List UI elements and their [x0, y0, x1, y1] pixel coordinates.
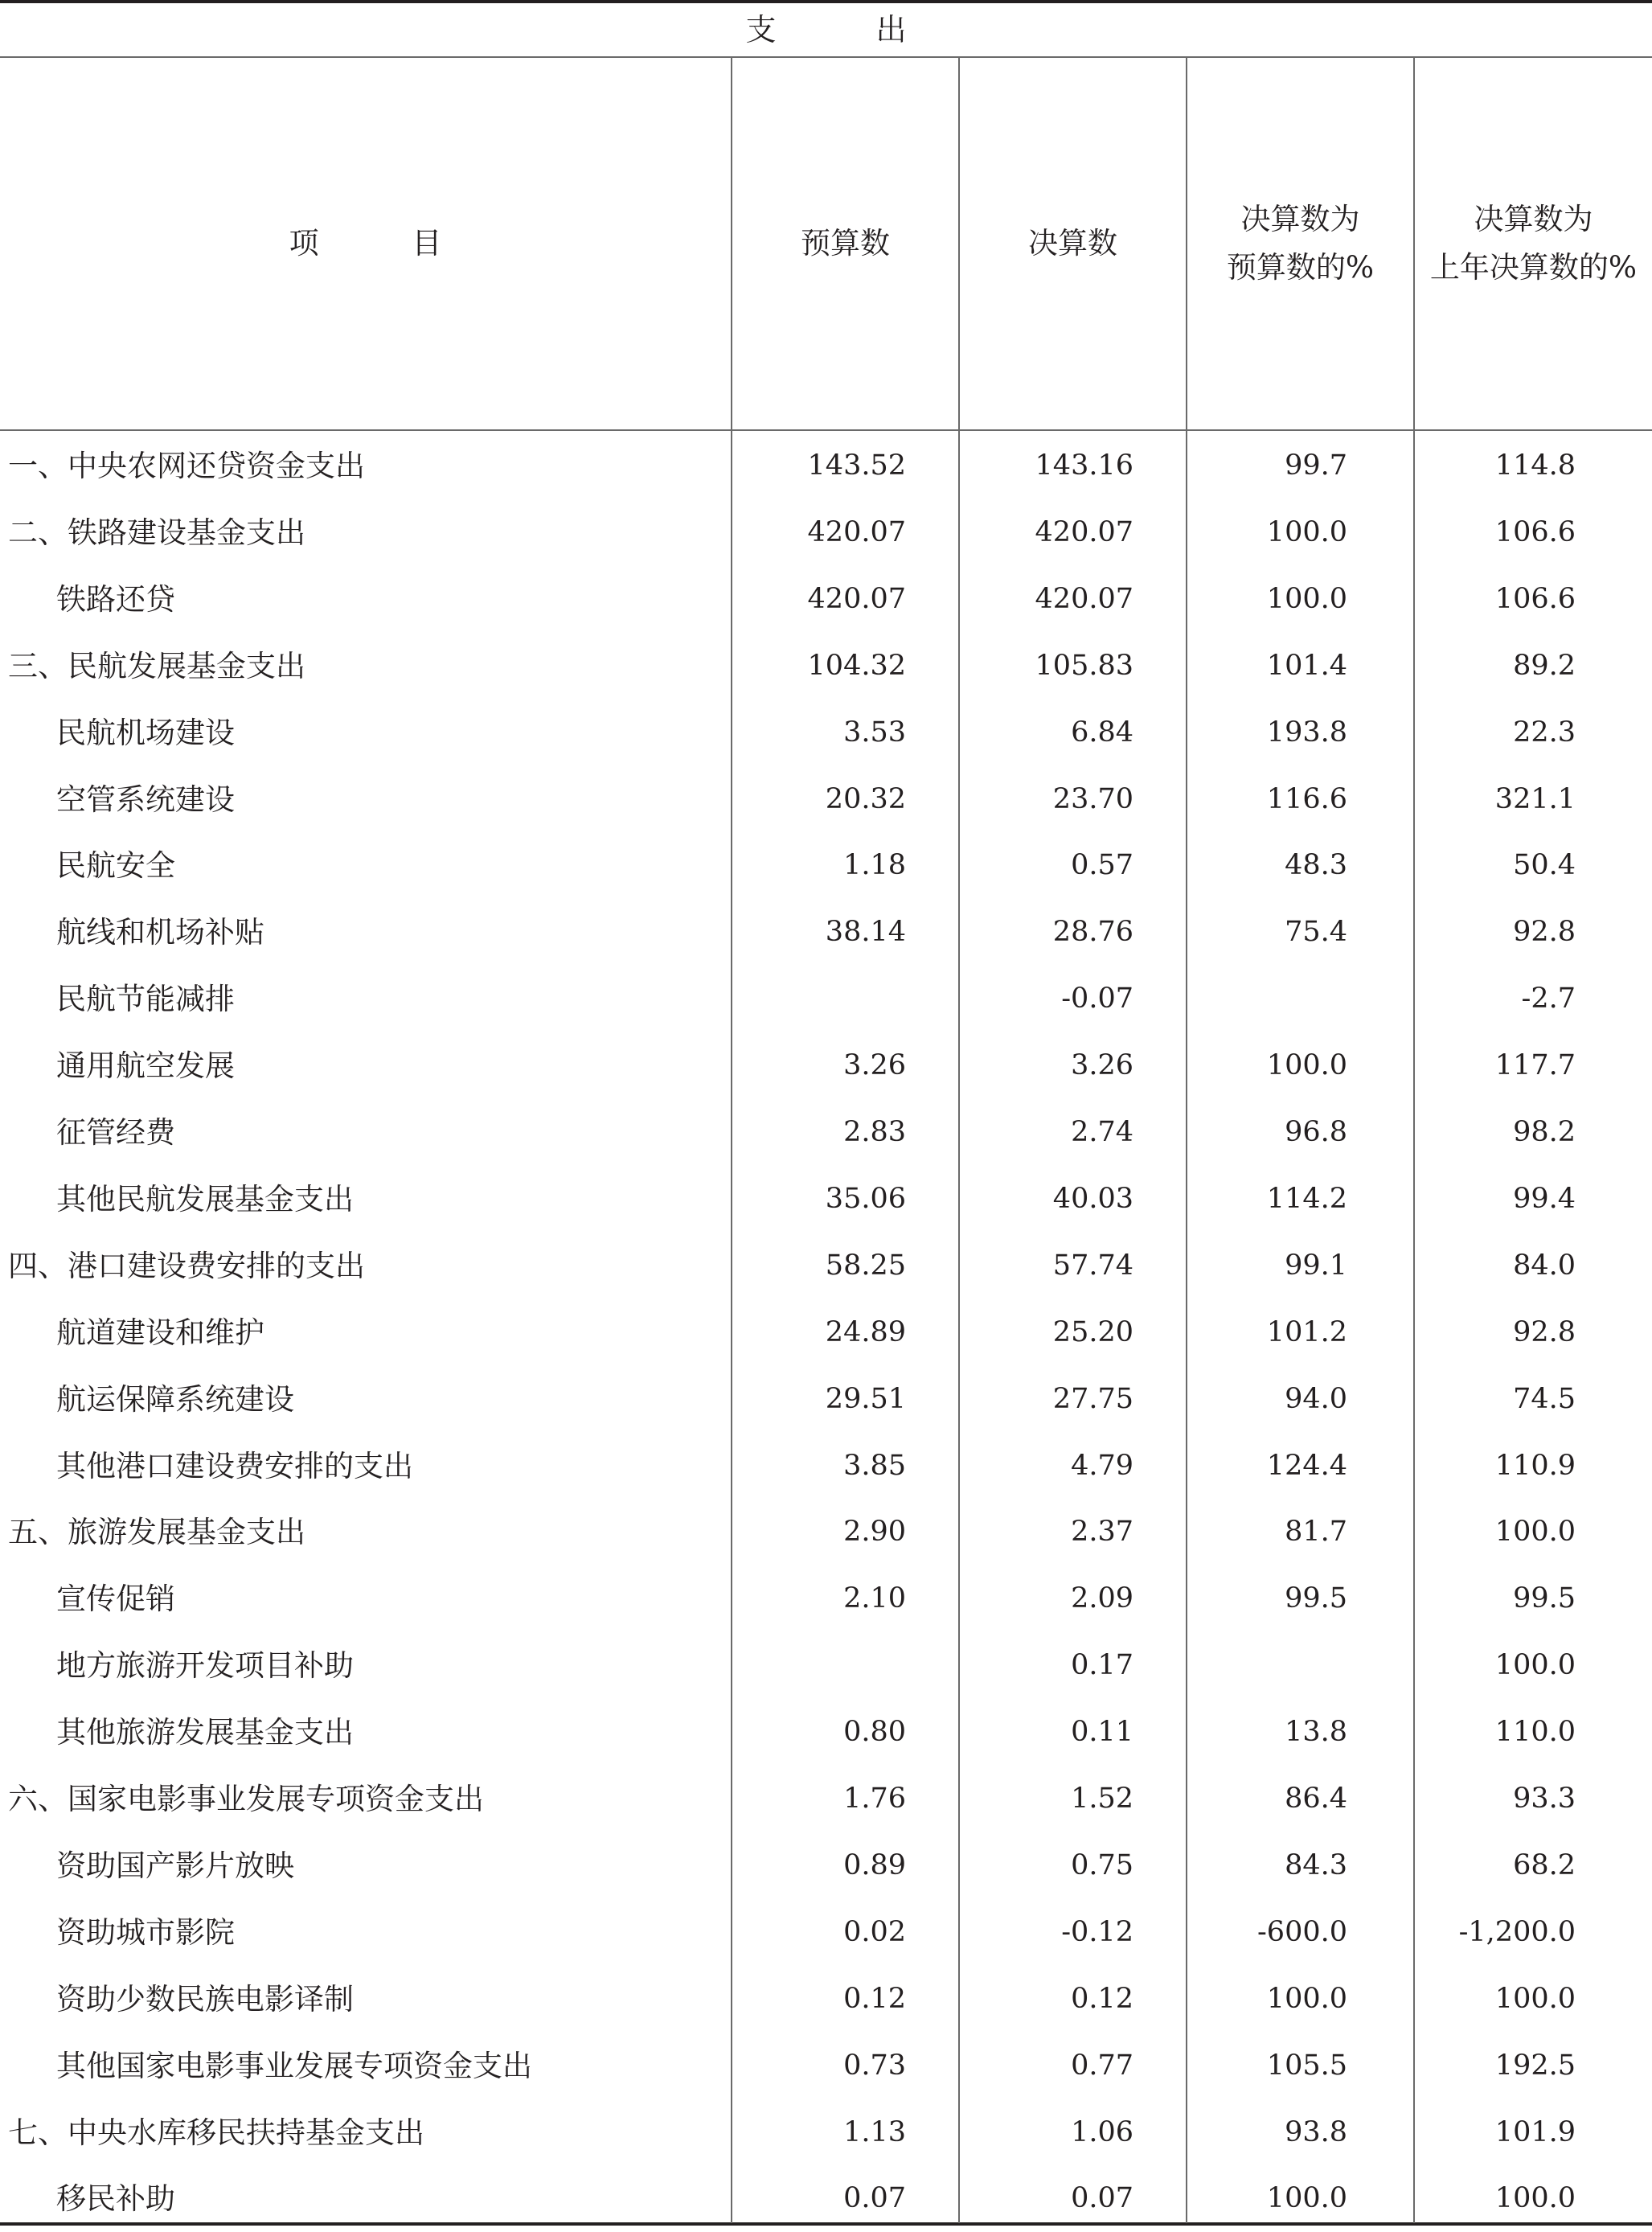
- cell-final: 0.17: [1071, 1649, 1133, 1682]
- cell-pct-prev: -1,200.0: [1458, 1915, 1576, 1948]
- cell-pct-prev: 110.0: [1494, 1716, 1576, 1749]
- row-label: 资助城市影院: [56, 1914, 235, 1950]
- cell-budget: 38.14: [825, 916, 906, 949]
- cell-budget: 0.12: [843, 1982, 906, 2015]
- cell-final: 40.03: [1052, 1182, 1133, 1215]
- cell-pct-budget: 116.6: [1266, 782, 1347, 815]
- cell-pct-budget: 124.4: [1266, 1449, 1347, 1482]
- cell-pct-budget: 96.8: [1285, 1116, 1347, 1148]
- cell-budget: 104.32: [807, 649, 906, 682]
- cell-pct-prev: 110.9: [1494, 1449, 1576, 1482]
- cell-final: 420.07: [1035, 582, 1133, 615]
- cell-final: 105.83: [1035, 649, 1133, 682]
- cell-pct-budget: 99.5: [1285, 1582, 1347, 1615]
- cell-pct-prev: 101.9: [1494, 2115, 1576, 2148]
- cell-budget: 420.07: [807, 582, 906, 615]
- table-row: [0, 1766, 1652, 1832]
- cell-final: 23.70: [1052, 782, 1133, 815]
- row-label: 航线和机场补贴: [56, 915, 264, 950]
- cell-final: 57.74: [1052, 1249, 1133, 1282]
- cell-budget: 1.76: [843, 1783, 906, 1815]
- table-row: [0, 633, 1652, 700]
- cell-pct-budget: 101.4: [1266, 649, 1347, 682]
- row-label: 六、国家电影事业发展专项资金支出: [8, 1782, 484, 1816]
- header-item: 项 目: [289, 226, 484, 261]
- row-label: 民航安全: [56, 848, 175, 884]
- table-row: [0, 1899, 1652, 1966]
- cell-pct-prev: 93.3: [1513, 1783, 1576, 1815]
- cell-pct-prev: 106.6: [1494, 515, 1576, 548]
- table-row: [0, 566, 1652, 633]
- cell-pct-prev: 98.2: [1513, 1116, 1576, 1148]
- cell-pct-prev: 106.6: [1494, 582, 1576, 615]
- cell-budget: 58.25: [825, 1249, 906, 1282]
- row-label: 其他港口建设费安排的支出: [56, 1448, 413, 1483]
- cell-pct-prev: 100.0: [1494, 1516, 1576, 1549]
- cell-pct-budget: 81.7: [1285, 1516, 1347, 1549]
- cell-final: 28.76: [1052, 916, 1133, 949]
- cell-final: 143.16: [1035, 449, 1133, 482]
- row-label: 五、旅游发展基金支出: [8, 1515, 305, 1550]
- cell-pct-prev: 100.0: [1494, 2182, 1576, 2215]
- row-label: 航运保障系统建设: [56, 1381, 294, 1417]
- cell-budget: 1.13: [843, 2115, 906, 2148]
- cell-pct-budget: 193.8: [1266, 716, 1347, 749]
- cell-pct-budget: 86.4: [1285, 1783, 1347, 1815]
- cell-pct-budget: 48.3: [1285, 849, 1347, 882]
- cell-pct-budget: 100.0: [1266, 1982, 1347, 2015]
- table-row: [0, 1032, 1652, 1099]
- header-final: 决算数: [1028, 226, 1117, 261]
- cell-budget: 24.89: [825, 1315, 906, 1348]
- cell-pct-budget: 99.7: [1285, 449, 1347, 482]
- cell-pct-prev: 99.4: [1513, 1182, 1576, 1215]
- cell-budget: 0.89: [843, 1848, 906, 1881]
- row-label: 资助少数民族电影译制: [56, 1981, 354, 2017]
- row-label: 三、民航发展基金支出: [8, 648, 305, 683]
- cell-pct-prev: 321.1: [1494, 782, 1576, 815]
- cell-pct-budget: 13.8: [1285, 1716, 1347, 1749]
- cell-budget: 35.06: [825, 1182, 906, 1215]
- cell-final: 27.75: [1052, 1382, 1133, 1415]
- cell-final: 0.11: [1071, 1716, 1133, 1749]
- row-label: 一、中央农网还贷资金支出: [8, 449, 365, 483]
- table-row: [0, 433, 1652, 499]
- cell-final: 0.12: [1071, 1982, 1133, 2015]
- row-label: 其他旅游发展基金支出: [56, 1715, 354, 1750]
- cell-budget: 2.83: [843, 1116, 906, 1148]
- cell-pct-budget: 100.0: [1266, 515, 1347, 548]
- cell-pct-prev: 84.0: [1513, 1249, 1576, 1282]
- table-row: [0, 1966, 1652, 2033]
- cell-final: 1.06: [1071, 2115, 1133, 2148]
- table-row: [0, 899, 1652, 966]
- table-row: [0, 700, 1652, 766]
- cell-pct-budget: 101.2: [1266, 1315, 1347, 1348]
- cell-budget: 1.18: [843, 849, 906, 882]
- row-label: 地方旅游开发项目补助: [56, 1648, 354, 1684]
- cell-budget: 143.52: [807, 449, 906, 482]
- cell-pct-prev: 92.8: [1513, 1315, 1576, 1348]
- cell-pct-budget: 99.1: [1285, 1249, 1347, 1282]
- cell-final: -0.07: [1061, 983, 1133, 1015]
- cell-final: 25.20: [1052, 1315, 1133, 1348]
- table-row: [0, 1099, 1652, 1166]
- cell-budget: 20.32: [825, 782, 906, 815]
- row-label: 四、港口建设费安排的支出: [8, 1248, 365, 1283]
- table-row: [0, 2099, 1652, 2166]
- cell-pct-budget: -600.0: [1256, 1915, 1347, 1948]
- cell-pct-prev: 68.2: [1513, 1848, 1576, 1881]
- cell-pct-budget: 105.5: [1266, 2049, 1347, 2082]
- cell-pct-prev: 192.5: [1494, 2049, 1576, 2082]
- row-label: 移民补助: [56, 2181, 175, 2217]
- cell-budget: 2.90: [843, 1516, 906, 1549]
- table-title: 支 出: [745, 12, 952, 47]
- cell-final: 2.37: [1071, 1516, 1133, 1549]
- row-label: 征管经费: [56, 1115, 175, 1150]
- row-label: 资助国产影片放映: [56, 1848, 294, 1883]
- row-label: 其他国家电影事业发展专项资金支出: [56, 2048, 532, 2083]
- cell-budget: 0.07: [843, 2182, 906, 2215]
- cell-pct-prev: 114.8: [1494, 449, 1576, 482]
- table-row: [0, 832, 1652, 899]
- cell-pct-budget: 93.8: [1285, 2115, 1347, 2148]
- cell-pct-prev: -2.7: [1521, 983, 1576, 1015]
- cell-final: -0.12: [1061, 1915, 1133, 1948]
- cell-final: 3.26: [1071, 1049, 1133, 1082]
- cell-final: 0.57: [1071, 849, 1133, 882]
- cell-budget: 0.73: [843, 2049, 906, 2082]
- cell-budget: 3.85: [843, 1449, 906, 1482]
- row-label: 航道建设和维护: [56, 1315, 264, 1350]
- table-row: [0, 1166, 1652, 1233]
- cell-pct-prev: 100.0: [1494, 1649, 1576, 1682]
- cell-budget: 0.02: [843, 1915, 906, 1948]
- cell-pct-budget: 100.0: [1266, 582, 1347, 615]
- table-row: [0, 499, 1652, 566]
- table-row: [0, 1699, 1652, 1766]
- cell-budget: 3.26: [843, 1049, 906, 1082]
- row-label: 宣传促销: [56, 1582, 175, 1617]
- row-label: 民航节能减排: [56, 982, 235, 1017]
- table-row: [0, 1632, 1652, 1699]
- row-label: 铁路还贷: [56, 581, 175, 617]
- cell-pct-prev: 92.8: [1513, 916, 1576, 949]
- cell-pct-budget: 94.0: [1285, 1382, 1347, 1415]
- table-row: [0, 1433, 1652, 1500]
- cell-final: 2.74: [1071, 1116, 1133, 1148]
- cell-final: 420.07: [1035, 515, 1133, 548]
- row-label: 民航机场建设: [56, 715, 235, 750]
- cell-budget: 2.10: [843, 1582, 906, 1615]
- header-rule: [0, 429, 1652, 431]
- cell-final: 2.09: [1071, 1582, 1133, 1615]
- cell-pct-prev: 89.2: [1513, 649, 1576, 682]
- cell-budget: 3.53: [843, 716, 906, 749]
- cell-pct-budget: 75.4: [1285, 916, 1347, 949]
- cell-final: 0.77: [1071, 2049, 1133, 2082]
- table-row: [0, 1233, 1652, 1299]
- header-budget: 预算数: [801, 226, 890, 261]
- cell-budget: 0.80: [843, 1716, 906, 1749]
- cell-final: 1.52: [1071, 1783, 1133, 1815]
- table-row: [0, 1832, 1652, 1899]
- row-label: 通用航空发展: [56, 1048, 235, 1084]
- table-row: [0, 766, 1652, 833]
- table-row: [0, 1565, 1652, 1632]
- row-label: 二、铁路建设基金支出: [8, 515, 305, 550]
- cell-pct-budget: 114.2: [1266, 1182, 1347, 1215]
- header-pct-budget: 决算数为 预算数的%: [1226, 202, 1375, 285]
- cell-budget: 420.07: [807, 515, 906, 548]
- cell-final: 4.79: [1071, 1449, 1133, 1482]
- cell-pct-budget: 100.0: [1266, 2182, 1347, 2215]
- cell-final: 0.07: [1071, 2182, 1133, 2215]
- table-row: [0, 2033, 1652, 2099]
- cell-pct-prev: 50.4: [1513, 849, 1576, 882]
- cell-pct-prev: 74.5: [1513, 1382, 1576, 1415]
- cell-pct-prev: 100.0: [1494, 1982, 1576, 2015]
- row-label: 其他民航发展基金支出: [56, 1181, 354, 1217]
- table-row: [0, 1366, 1652, 1433]
- cell-pct-prev: 22.3: [1513, 716, 1576, 749]
- table-row: [0, 2165, 1652, 2232]
- cell-pct-budget: 84.3: [1285, 1848, 1347, 1881]
- cell-pct-budget: 100.0: [1266, 1049, 1347, 1082]
- cell-pct-prev: 117.7: [1494, 1049, 1576, 1082]
- row-label: 空管系统建设: [56, 782, 235, 817]
- cell-final: 0.75: [1071, 1848, 1133, 1881]
- table-row: [0, 1299, 1652, 1366]
- table-row: [0, 966, 1652, 1032]
- row-label: 七、中央水库移民扶持基金支出: [8, 2115, 424, 2150]
- table-row: [0, 1499, 1652, 1565]
- cell-budget: 29.51: [825, 1382, 906, 1415]
- cell-final: 6.84: [1071, 716, 1133, 749]
- cell-pct-prev: 99.5: [1513, 1582, 1576, 1615]
- header-pct-prev: 决算数为 上年决算数的%: [1429, 202, 1638, 285]
